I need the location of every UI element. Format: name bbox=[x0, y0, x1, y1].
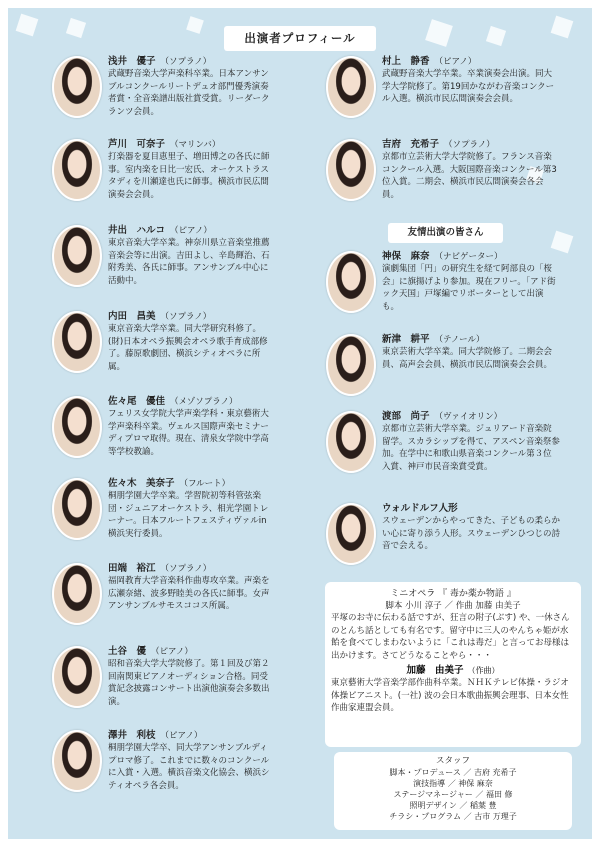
performer-bio: 武蔵野音楽大学声楽科卒業。日本アンサンブルコンクールリートデュオ部門優秀演奏者賞・全音楽譜出版社賞受賞。リーダークランツ会員。 bbox=[108, 69, 270, 117]
guest-bio: 演劇集団「円」の研究生を経て阿部良の「桜会」に旗揚げより参加。現在フリー。「アド街ック天国」戸塚編でリポーターとして出演も。 bbox=[382, 264, 556, 312]
performer-bio: 打楽器を夏目恵里子、増田博之の各氏に師事。室内楽を日比一宏氏、オーケストラスタディを川瀬達也氏に師事。横浜市民広間演奏会会員。 bbox=[108, 152, 270, 200]
staff-line: チラシ・プログラム ／ 古市 万理子 bbox=[389, 812, 517, 821]
guest-name: 新津 耕平 bbox=[382, 334, 430, 345]
staff-line: 脚本・プロデュース ／ 吉府 充希子 bbox=[389, 768, 517, 777]
confetti bbox=[66, 18, 86, 38]
portrait-photo bbox=[52, 225, 102, 287]
portrait-photo bbox=[52, 56, 102, 118]
performer-role: （ピアノ） bbox=[151, 647, 193, 657]
confetti bbox=[425, 19, 453, 47]
portrait-photo bbox=[52, 646, 102, 708]
performer-bio: 武蔵野音楽大学卒業。卒業演奏会出演。同大学大学院修了。第19回かながわ音楽コンクール入選。横浜市民広間演奏会会員。 bbox=[382, 69, 555, 104]
performer-bio: 桐朋学園大学卒業。学習院初等科管弦楽団・ジュニアオーケストラ、相光学園トレーナー。日本フルートフェスティヴァルin 横浜実行委員。 bbox=[108, 491, 269, 539]
portrait-photo bbox=[326, 139, 376, 201]
opera-title: ミニオペラ 『 毒か薬か物語 』 bbox=[390, 589, 516, 599]
staff-line: 照明デザイン ／ 稲葉 豊 bbox=[409, 801, 497, 810]
guest-name: 渡部 尚子 bbox=[382, 411, 430, 422]
performer-bio: 桐朋学園大学卒、同大学アンサンブルディプロマ修了。これまでに数々のコンクールに入賞・入選。横浜音楽文化協会、横浜シティオペラ各会員。 bbox=[108, 743, 270, 791]
guest-role: （テノール） bbox=[434, 335, 485, 345]
performer-name: 浅井 優子 bbox=[108, 56, 156, 67]
performer-bio: 東京音楽大学卒業。神奈川県立音楽堂推薦音楽会等に出演。吉田よし、辛島輝治、石附秀美、各氏に師事。アンサンブル中心に活動中。 bbox=[108, 238, 270, 286]
guest-name: 神保 麻奈 bbox=[382, 251, 430, 262]
performer-name: 澤井 利枝 bbox=[108, 730, 156, 741]
confetti bbox=[551, 16, 574, 39]
performer-name: 佐々木 美奈子 bbox=[108, 478, 175, 489]
confetti bbox=[16, 14, 39, 37]
portrait-photo bbox=[52, 730, 102, 792]
performer-role: （ソプラノ） bbox=[160, 564, 212, 574]
confetti bbox=[186, 16, 204, 34]
portrait-photo bbox=[326, 411, 376, 473]
performer-name: 吉府 充希子 bbox=[382, 139, 440, 150]
portrait-photo bbox=[52, 478, 102, 540]
performer-role: （ソプラノ） bbox=[160, 312, 212, 322]
portrait-photo bbox=[326, 56, 376, 118]
performer-role: （フルート） bbox=[179, 479, 231, 489]
doll-photo bbox=[326, 503, 376, 565]
performer-role: （ピアノ） bbox=[170, 226, 212, 236]
page-title: 出演者プロフィール bbox=[224, 26, 376, 51]
performer-bio: 東京音楽大学卒業。同大学研究科修了。(財)日本オペラ振興会オペラ歌手育成部修了。藤原歌劇団、横浜シティオペラに所属。 bbox=[108, 324, 268, 372]
performer-role: （マリンバ） bbox=[170, 140, 221, 150]
performer-bio: 京都市立芸術大学大学院修了。フランス音楽コンクール入選。大阪国際音楽コンクール第3位入賞。二期会、横浜市民広間演奏会各会員。 bbox=[382, 152, 557, 200]
performer-role: （メゾソプラノ） bbox=[170, 397, 238, 407]
guest-role: （ナビゲーター） bbox=[434, 252, 503, 262]
performer-name: 内田 昌美 bbox=[108, 311, 156, 322]
performer-name: 土谷 優 bbox=[108, 646, 147, 657]
guest-bio: 東京芸術大学卒業。同大学院修了。二期会会員、高声会会員、横浜市民広間演奏会会員。 bbox=[382, 347, 553, 370]
portrait-photo bbox=[326, 334, 376, 396]
performer-name: 井出 ハルコ bbox=[108, 225, 166, 236]
performer-name: 佐々尾 優佳 bbox=[108, 396, 166, 407]
confetti bbox=[551, 231, 574, 254]
guest-role: （ヴァイオリン） bbox=[434, 412, 503, 422]
performer-name: 村上 静香 bbox=[382, 56, 430, 67]
performer-name: 芦川 可奈子 bbox=[108, 139, 166, 150]
guest-bio: 京都市立芸術大学卒業。ジュリアード音楽院留学。スカラシップを得て、アスペン音楽祭参加。在学中に和歌山県音楽コンクール第３位入賞、神戸市民音楽賞受賞。 bbox=[382, 424, 560, 472]
staff-line: 演技指導 ／ 神保 麻奈 bbox=[413, 779, 493, 788]
opera-synopsis: 平塚のお寺に伝わる話ですが、狂言の附子(ぶす) や、一休さんのとんち話としても有名です。留守中に三人のやんちゃ姫が水飴を食べてしまわないように「これは毒だ」と言ってお母様は出かけます。さてどうなることやら・・・ bbox=[331, 613, 570, 661]
portrait-photo bbox=[52, 563, 102, 625]
composer-name: 加藤 由美子 bbox=[406, 665, 464, 676]
portrait-photo bbox=[52, 139, 102, 201]
performer-role: （ソプラノ） bbox=[444, 140, 495, 150]
composer-bio: 東京藝術大学音楽学部作曲科卒業。ＮＨＫテレビ体操・ラジオ体操ピアニスト。(一社) 波の会日本歌曲振興会理事、日本女性作曲家連盟会員。 bbox=[331, 678, 569, 713]
staff-heading: スタッフ bbox=[435, 756, 470, 766]
performer-bio: 昭和音楽大学大学院修了。第１回及び第２回南関東ピアノオーディション合格。同受賞記念披露コンサート出演他演奏会多数出演。 bbox=[108, 659, 270, 707]
performer-name: 田端 裕江 bbox=[108, 563, 156, 574]
confetti bbox=[486, 26, 506, 46]
performer-role: （ピアノ） bbox=[160, 731, 203, 741]
mini-opera-box bbox=[325, 582, 581, 747]
portrait-photo bbox=[52, 311, 102, 373]
performer-role: （ピアノ） bbox=[434, 57, 477, 67]
guest-bio: スウェーデンからやってきた、子どもの柔らかい心に寄り添う人形。スウェーデンひつじの詩音で会える。 bbox=[382, 516, 560, 551]
staff-line: ステージマネージャー ／ 福田 修 bbox=[393, 790, 513, 799]
performer-bio: 福岡教育大学音楽科作曲専攻卒業。声楽を広瀬奈緒、波多野睦美の各氏に師事。女声アンサンブルサモスココス所属。 bbox=[108, 576, 270, 611]
guest-section-title: 友情出演の皆さん bbox=[388, 223, 503, 243]
portrait-photo bbox=[326, 251, 376, 313]
performer-role: （ソプラノ） bbox=[160, 57, 212, 67]
composer-role: （作曲） bbox=[467, 666, 500, 675]
guest-name: ウォルドルフ人形 bbox=[382, 503, 458, 514]
staff-box bbox=[334, 752, 572, 830]
opera-credits: 脚本 小川 淳子 ／ 作曲 加藤 由美子 bbox=[385, 601, 521, 611]
performer-bio: フェリス女学院大学声楽学科・東京藝術大学声楽科卒業。ヴェルス国際声楽セミナーディプロマ取得。現在、清泉女学院中学高等学校教諭。 bbox=[108, 409, 269, 457]
portrait-photo bbox=[52, 396, 102, 458]
program-page bbox=[8, 8, 592, 839]
